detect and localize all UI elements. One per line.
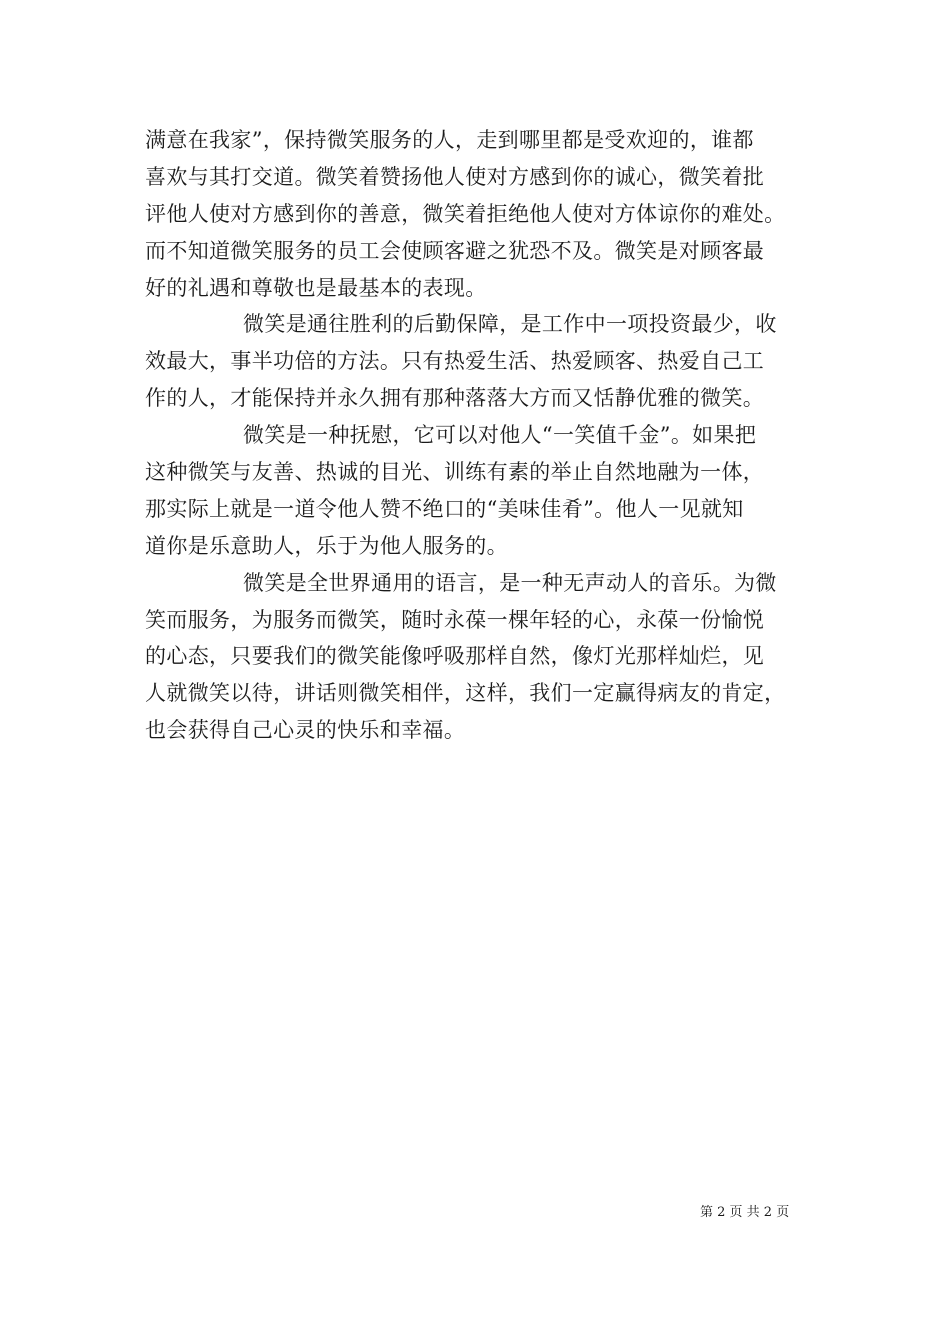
text-line: 作的人，才能保持并永久拥有那种落落大方而又恬静优雅的微笑。 (145, 386, 765, 411)
text-line: 这种微笑与友善、热诚的目光、训练有素的举止自然地融为一体， (145, 460, 765, 485)
text-line: 而不知道微笑服务的员工会使顾客避之犹恐不及。微笑是对顾客最 (145, 238, 765, 263)
text-line: 效最大，事半功倍的方法。只有热爱生活、热爱顾客、热爱自己工 (145, 349, 765, 374)
text-line: 也会获得自己心灵的快乐和幸福。 (145, 718, 466, 743)
page-number-footer: 第 2 页 共 2 页 (700, 1205, 790, 1220)
text-line: 喜欢与其打交道。微笑着赞扬他人使对方感到你的诚心，微笑着批 (145, 164, 765, 189)
text-line: 评他人使对方感到你的善意，微笑着拒绝他人使对方体谅你的难处。 (145, 201, 786, 226)
document-body (145, 122, 807, 749)
paragraph-first-line: 微笑是全世界通用的语言，是一种无声动人的音乐。为微 (243, 570, 777, 595)
text-line: 满意在我家”，保持微笑服务的人，走到哪里都是受欢迎的，谁都 (145, 128, 754, 152)
text-line: 好的礼遇和尊敬也是最基本的表现。 (145, 275, 487, 300)
text-line: 道你是乐意助人，乐于为他人服务的。 (145, 533, 508, 558)
text-line: 笑而服务，为服务而微笑，随时永葆一棵年轻的心，永葆一份愉悦 (145, 607, 765, 632)
paragraph-first-line: 微笑是一种抚慰，它可以对他人“一笑值千金”。如果把 (243, 423, 757, 448)
paragraph-first-line: 微笑是通往胜利的后勤保障，是工作中一项投资最少，收 (243, 312, 777, 337)
text-line: 的心态，只要我们的微笑能像呼吸那样自然，像灯光那样灿烂，见 (145, 644, 765, 669)
text-line: 那实际上就是一道令他人赞不绝口的“美味佳肴”。他人一见就知 (145, 496, 744, 521)
text-line: 人就微笑以待，讲话则微笑相伴，这样，我们一定赢得病友的肯定， (145, 681, 786, 706)
